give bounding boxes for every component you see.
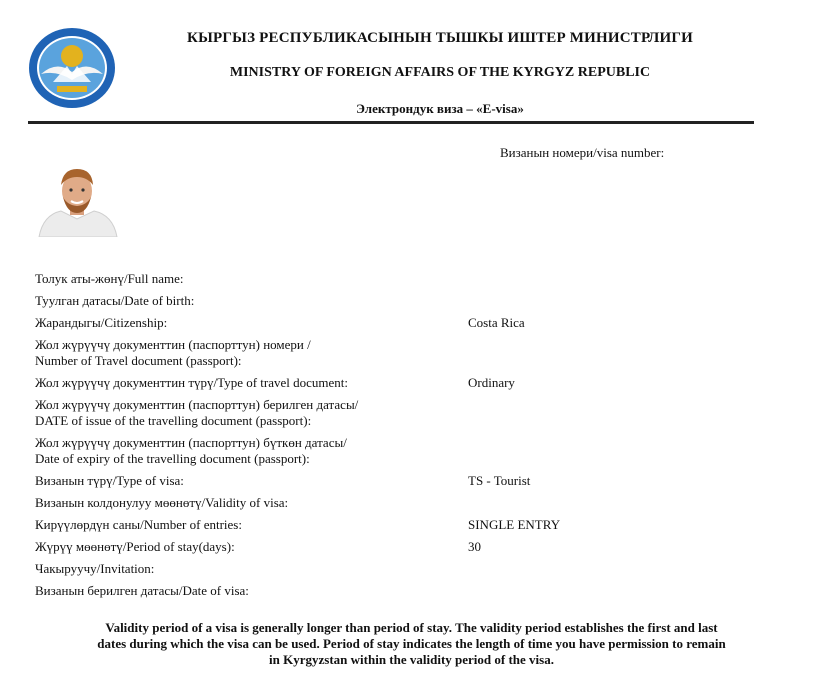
applicant-photo (37, 163, 118, 237)
label-passport-expiry-date-en: Date of expiry of the travelling document (passport): (35, 451, 310, 466)
label-travel-document-type: Жол жүрүүчү документтин түрү/Type of travel document: (35, 375, 349, 390)
label-passport-issue-date: Жол жүрүүчү документтин (паспорттун) берилген датасы/ (35, 397, 359, 412)
label-passport-number-en: Number of Travel document (passport): (35, 353, 242, 368)
label-passport-number: Жол жүрүүчү документтин (паспорттун) номери / (35, 337, 311, 352)
label-number-of-entries: Кирүүлөрдүн саны/Number of entries: (35, 517, 242, 532)
validity-note-line-3: in Kyrgyzstan within the validity period of the visa. (269, 652, 554, 667)
value-travel-document-type: Ordinary (468, 375, 515, 390)
evisa-subtitle: Электрондук виза – «E-visa» (356, 101, 524, 116)
label-passport-expiry-date: Жол жүрүүчү документтин (паспорттун) бүткөн датасы/ (35, 435, 347, 450)
kyrgyz-emblem-icon (27, 26, 117, 110)
validity-note (20, 620, 803, 668)
state-emblem (27, 26, 117, 110)
person-photo-icon (37, 163, 118, 237)
label-period-of-stay: Жүрүү мөөнөтү/Period of stay(days): (35, 539, 235, 554)
validity-note-line-1: Validity period of a visa is generally longer than period of stay. The validity period establishes the first and last (105, 620, 718, 635)
label-visa-validity: Визанын колдонулуу мөөнөтү/Validity of visa: (35, 495, 289, 510)
ministry-title-kyrgyz: КЫРГЫЗ РЕСПУБЛИКАСЫНЫН ТЫШКЫ ИШТЕР МИНИСТРЛИГИ (187, 30, 693, 46)
label-date-of-visa: Визанын берилген датасы/Date of visa: (35, 583, 249, 598)
label-date-of-birth: Туулган датасы/Date of birth: (35, 293, 195, 308)
value-period-of-stay: 30 (468, 539, 481, 554)
value-citizenship: Costa Rica (468, 315, 525, 330)
validity-note-line-2: dates during which the visa can be used. Period of stay indicates the length of time you have permission to remain (97, 636, 726, 651)
visa-number-label: Визанын номери/visa number: (500, 145, 665, 160)
header-divider (28, 121, 754, 124)
label-full-name: Толук аты-жөнү/Full name: (35, 271, 184, 286)
label-passport-issue-date-en: DATE of issue of the travelling document (passport): (35, 413, 312, 428)
value-visa-type: TS - Tourist (468, 473, 531, 488)
value-number-of-entries: SINGLE ENTRY (468, 517, 561, 532)
label-invitation: Чакыруучу/Invitation: (35, 561, 155, 576)
label-citizenship: Жарандыгы/Citizenship: (35, 315, 168, 330)
ministry-title-english: MINISTRY OF FOREIGN AFFAIRS OF THE KYRGYZ REPUBLIC (229, 65, 651, 80)
label-visa-type: Визанын түрү/Type of visa: (35, 473, 184, 488)
